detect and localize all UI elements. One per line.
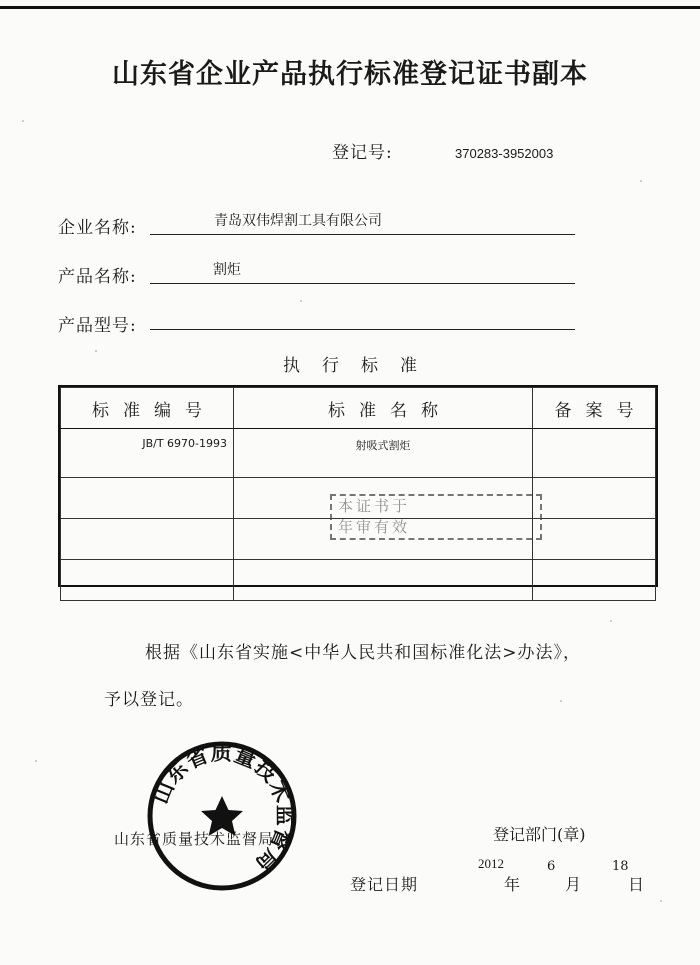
date-day-unit: 日 [628, 875, 645, 894]
date-month-unit: 月 [565, 875, 582, 894]
cell-filing-number [533, 478, 656, 519]
official-seal [146, 740, 298, 892]
registration-number-label: 登记号: [332, 143, 393, 163]
star-icon [201, 796, 243, 836]
cell-filing-number [533, 429, 656, 478]
product-name-underline [150, 283, 575, 284]
scan-speck [610, 620, 612, 622]
issuing-office: 山东省质量技术监督局 [114, 830, 275, 848]
date-year: 2012 [478, 856, 504, 871]
legal-basis-text: 根据《山东省实施<中华人民共和国标准化法>办法》， [145, 643, 581, 663]
scan-speck [660, 900, 662, 902]
scan-speck [95, 350, 97, 352]
header-standard-name: 标准名称 [234, 388, 533, 429]
scan-speck [300, 300, 302, 302]
date-day: 18 [612, 859, 629, 874]
scan-speck [35, 760, 37, 762]
cell-standard-number [61, 519, 234, 560]
header-filing-number: 备案号 [533, 388, 656, 429]
document-title: 山东省企业产品执行标准登记证书副本 [112, 59, 588, 90]
section-title: 执行标准 [283, 356, 439, 376]
cell-standard-name [234, 560, 533, 601]
registered-text: 予以登记。 [104, 690, 194, 710]
product-name-label: 产品名称: [58, 267, 137, 287]
company-name-label: 企业名称: [58, 218, 137, 238]
standards-table [58, 385, 658, 587]
product-name-value: 割炬 [213, 262, 241, 278]
scan-speck [22, 120, 24, 122]
stamp-line: 年审有效 [338, 518, 411, 536]
stamp-line: 本证书于 [338, 497, 411, 515]
table-row [61, 429, 656, 478]
scan-speck [640, 180, 642, 182]
product-model-label: 产品型号: [58, 316, 137, 336]
company-name-value: 青岛双伟焊割工具有限公司 [214, 213, 382, 229]
header-standard-number: 标准编号 [61, 388, 234, 429]
registration-date-label: 登记日期 [350, 875, 419, 894]
company-name-underline [150, 234, 575, 235]
registration-department: 登记部门(章) [493, 825, 586, 844]
cell-filing-number [533, 560, 656, 601]
cell-standard-number: JB/T 6970-1993 [61, 429, 234, 478]
date-month: 6 [547, 859, 556, 874]
top-border-line [0, 6, 700, 9]
date-year-unit: 年 [504, 875, 521, 894]
cell-filing-number [533, 519, 656, 560]
scan-speck [560, 700, 562, 702]
cell-standard-name: 射吸式割炬 [234, 429, 533, 478]
seal-text: 山东省质量技术监督局 [148, 740, 298, 877]
product-model-underline [150, 329, 575, 330]
cell-standard-number [61, 478, 234, 519]
cell-standard-number [61, 560, 234, 601]
annual-review-stamp [330, 494, 542, 540]
table-row [61, 560, 656, 601]
table-header-row [61, 388, 656, 429]
registration-number-value: 370283-3952003 [455, 146, 554, 161]
